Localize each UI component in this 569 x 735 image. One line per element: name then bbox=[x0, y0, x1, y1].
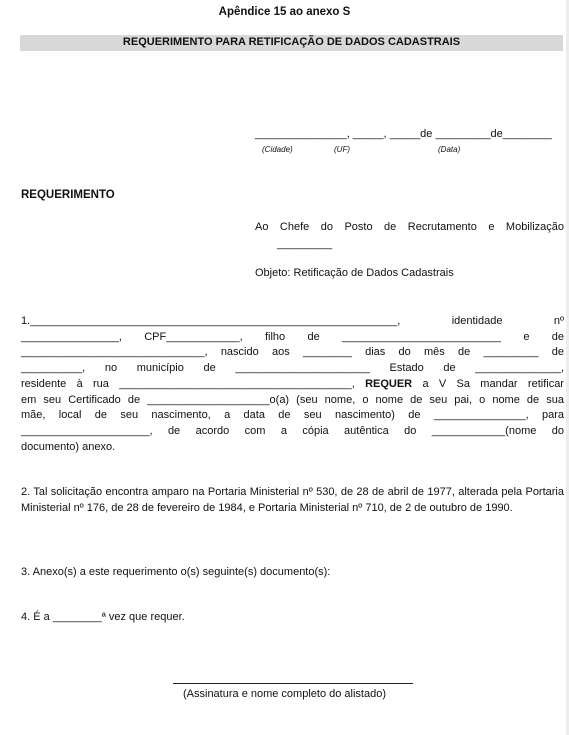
section-title: REQUERIMENTO bbox=[21, 189, 115, 201]
item-1-line: __________, no município de ______________________ Estado de ______________, bbox=[21, 362, 564, 375]
item-1-line: _____________________, de acordo com a cópia autêntica do ____________(nome do bbox=[21, 424, 564, 437]
subject-line: Objeto: Retificação de Dados Cadastrais bbox=[255, 267, 454, 279]
item-4-paragraph: 4. É a ________ª vez que requer. bbox=[21, 611, 185, 623]
city-label: (Cidade) bbox=[262, 145, 293, 154]
item-2-paragraph: 2. Tal solicitação encontra amparo na Portaria Ministerial nº 530, de 28 de abril de 1977, alterada pela Portaria Ministerial nº 176, de 28 de fevereiro de 1984, e Portaria Ministerial nº 710, de 2 de outubro de 1990. bbox=[21, 486, 564, 514]
item-1-line: mãe, local de seu nascimento, a data de seu nascimento) de _______________, para bbox=[21, 409, 564, 422]
signature-caption: (Assinatura e nome completo do alistado) bbox=[183, 688, 386, 700]
date-line: _______________, _____, _____de _________de________ bbox=[255, 128, 552, 140]
item-1-line: 1.____________________________________________________________, identidade nº bbox=[21, 315, 564, 327]
requer-emphasis: REQUER bbox=[365, 377, 413, 390]
addressee-blank: _________ bbox=[277, 238, 333, 250]
addressee-line: Ao Chefe do Posto de Recrutamento e Mobilização bbox=[255, 221, 564, 233]
date-label: (Data) bbox=[438, 145, 461, 154]
signature-line bbox=[173, 683, 413, 684]
item-1-line: ______________________________, nascido aos ________ dias do mês de _________ de bbox=[21, 346, 564, 359]
uf-label: (UF) bbox=[334, 145, 350, 154]
item-1-line: documento) anexo. bbox=[21, 440, 116, 453]
document-title: REQUERIMENTO PARA RETIFICAÇÃO DE DADOS CADASTRAIS bbox=[122, 36, 461, 48]
appendix-label: Apêndice 15 ao anexo S bbox=[218, 6, 351, 18]
item-1-line: residente à rua ______________________________________, REQUER a V Sa mandar retificar bbox=[21, 377, 564, 390]
item-1-line: ________________, CPF____________, filho de __________________________ e de bbox=[21, 330, 564, 343]
item-1-paragraph bbox=[21, 314, 564, 455]
item-1-line: em seu Certificado de ____________________o(a) (seu nome, o nome de seu pai, o nome de sua bbox=[21, 393, 564, 406]
item-3-paragraph: 3. Anexo(s) a este requerimento o(s) seguinte(s) documento(s): bbox=[21, 566, 331, 578]
